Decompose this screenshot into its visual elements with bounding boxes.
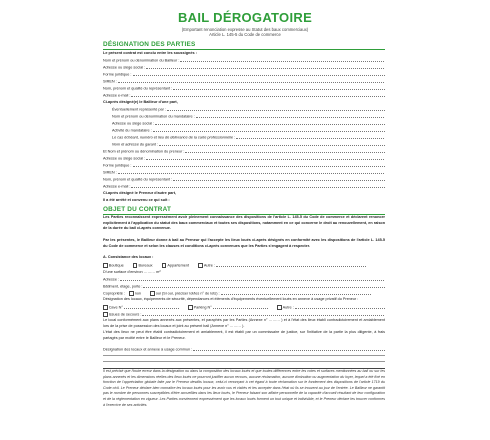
field-bailleur-email[interactable]: Adresse e-mail :: [103, 93, 385, 98]
annex-options-row: [103, 305, 385, 310]
checkbox-icon: [150, 291, 155, 296]
field-bailleur-siren[interactable]: SIREN :: [103, 79, 385, 84]
consistance-heading: A. Consistance des locaux :: [103, 255, 154, 259]
field-batiment[interactable]: Bâtiment, étage, porte :: [103, 284, 385, 289]
document-title: BAIL DÉROGATOIRE: [177, 10, 313, 25]
field-carte-pro[interactable]: Le cas échéant, numéro et lieu de délivrance de la carte professionnelle :: [112, 135, 385, 140]
radio-copro-non[interactable]: non: [129, 291, 141, 296]
bailleur-label: Ci-après désigné(e) le Bailleur d'une part,: [103, 100, 178, 104]
checkbox-parking[interactable]: Parking N°: [188, 305, 268, 310]
field-preneur-siren[interactable]: SIREN :: [103, 170, 385, 175]
dotted-line: [103, 355, 385, 356]
checkbox-autre-annexe[interactable]: Autre :: [277, 305, 385, 310]
field-represente-par[interactable]: Éventuellement représenté par :: [112, 107, 385, 112]
checkbox-icon: [103, 263, 108, 268]
field-adresse-local[interactable]: Adresse :: [103, 277, 385, 282]
checkbox-boutique[interactable]: Boutique: [103, 263, 124, 268]
field-bailleur-nom[interactable]: Nom et prénom ou dénomination du Bailleur :: [103, 58, 385, 63]
objet-paragraph-renonciation: Les Parties reconnaissent expressément avoir pleinement connaissance des dispositions de l'article L. 145-5 du Code de commerce et déclarent renoncer explicitement à l'application du statut des baux commerciaux et toutes ses dispositions, notamment en ce qui concerne le droit au renouvellement, en raison de la durée du bail ci-après convenue.: [103, 215, 385, 231]
radio-copro-oui[interactable]: oui (Si oui, préciser lot/les n° de lots) :: [150, 291, 370, 296]
section-heading-objet: OBJET DU CONTRAT: [103, 206, 172, 213]
agreed-statement: Il a été arrêté et convenu ce qui suit :: [103, 198, 170, 202]
checkbox-icon: [129, 291, 134, 296]
checkbox-icon: [103, 312, 108, 317]
field-mandataire-activite[interactable]: Activité du mandataire :: [112, 128, 385, 133]
checkbox-icon: [133, 263, 138, 268]
objet-paragraph-bail: Par les présentes, le Bailleur donne à bail au Preneur qui l'accepte les lieux loués ci-après désignés en conformité avec les dispositions de l'article L. 145-5 du Code de commerce et selon les clauses et conditions ci-après convenues que les Parties s'engagent à respecter.: [103, 238, 385, 248]
subtitle-article: Article L. 145-5 du Code de commerce: [209, 32, 281, 37]
field-preneur-representant[interactable]: Nom, prénom et qualité du représentant :: [103, 177, 385, 182]
field-mandataire-nom[interactable]: Nom et prénom ou dénomination du mandataire :: [112, 114, 385, 119]
checkbox-bureaux[interactable]: Bureaux: [133, 263, 153, 268]
field-preneur-nom[interactable]: Et Nom et prénom ou dénomination du preneur :: [103, 149, 385, 154]
local-type-options: [103, 263, 385, 268]
field-bailleur-adresse[interactable]: Adresse ou siège social :: [103, 65, 385, 70]
section-heading-parties: DÉSIGNATION DES PARTIES: [103, 41, 196, 48]
preneur-label: Ci-après désigné le Preneur d'autre part,: [103, 191, 177, 195]
field-bailleur-representant[interactable]: Nom, prénom et qualité du représentant :: [103, 86, 385, 91]
field-destination[interactable]: Désignation des locaux et annexe à usage commun :: [103, 347, 385, 352]
plans-annexes-text: Le local conformément aux plans annexés aux présentes, et paraphés par les Parties (Annexe n° ……… ) et à l'état des lieux établi contradictoirement et amiablement lors de la prise de possession des locaux et joint au présent bail (Annexe n° ……… ).: [103, 318, 385, 328]
field-surface[interactable]: D'une surface d'environ ……… m²: [103, 270, 161, 274]
field-mandataire-adresse[interactable]: Adresse ou siège social :: [112, 121, 385, 126]
field-preneur-adresse[interactable]: Adresse ou siège social :: [103, 156, 385, 161]
etat-des-lieux-text: L'état des lieux ne peut être établi contradictoirement et amiablement, il est établi par un commissaire de justice, sur l'initiative de la partie la plus diligente, à frais partagés par moitié entre le Bailleur et le Preneur.: [103, 330, 385, 340]
checkbox-icon: [188, 305, 193, 310]
footnote-text: Il est précisé que l'toute erreur dans la désignation ou dans la composition des locaux loués et que toutes différences entre les cotes et surfaces mentionnées au bail ou sur les plans annexés et les dimensions réelles des lieux loués ne pourront justifier aucun recours, aucune réclamation, aucune diminution ou augmentation du loyer, lequel a été fixé en fonction de l'appréciation globale faite par le Preneur desdits locaux, celui-ci renonçant à cet égard à toute réclamation sur le fondement des dispositions de l'article 1719 du Code civil. Le Preneur déclare bien connaître les locaux loués pour les avoir vus et visités et les accepter dans l'état où ils se trouvent au jour de l'entrée. Le Bailleur ne garantit pas le nombre de personnes susceptibles d'être accueillies dans les lieux loués, le Preneur faisant son affaire personnelle de la capacité d'accueil résultant de leur configuration et de la réglementation en vigueur. Les Parties conviennent expressément que les locaux loués forment un tout unique et indivisible, et le Preneur déclare les trouver conformes à l'exercice de ses activités.: [103, 369, 385, 407]
checkbox-icon: [103, 305, 108, 310]
copropriete-row: Copropriété : non oui (Si oui, préciser lot/les n° de lots) :: [103, 291, 385, 296]
field-preneur-email[interactable]: Adresse e-mail :: [103, 184, 385, 189]
checkbox-autre[interactable]: Autre :: [198, 263, 366, 268]
dotted-line: [103, 361, 385, 362]
field-preneur-forme[interactable]: Forme juridique :: [103, 163, 385, 168]
section-divider: [103, 49, 385, 50]
checkbox-cave[interactable]: Cave N°: [103, 305, 179, 310]
equipements-text: Désignation des locaux, équipements de sécurité, dépendances et éléments d'équipements éventuellement loués en annexe à usage privatif du Preneur :: [103, 297, 359, 301]
field-garant[interactable]: Nom et adresse du garant :: [112, 142, 385, 147]
field-issues-secours[interactable]: Issues de secours :: [103, 312, 385, 317]
checkbox-icon: [162, 263, 167, 268]
checkbox-appartement[interactable]: Appartement: [162, 263, 189, 268]
checkbox-icon: [277, 305, 282, 310]
field-bailleur-forme[interactable]: Forme juridique :: [103, 72, 385, 77]
checkbox-icon: [198, 263, 203, 268]
parties-intro: Le présent contrat est conclu entre les soussignés :: [103, 51, 197, 55]
subtitle-renonciation: (Emportant renonciation expresse au Statut des baux commerciaux): [181, 27, 309, 32]
